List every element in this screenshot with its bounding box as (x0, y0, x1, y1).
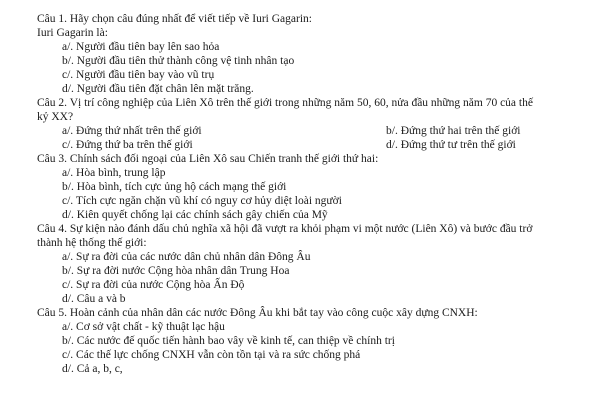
question-1-option-c: c/. Người đầu tiên bay vào vũ trụ (62, 69, 215, 81)
question-2-option-c: c/. Đứng thứ ba trên thế giới (62, 139, 193, 151)
question-5-option-b: b/. Các nước đế quốc tiến hành bao vây về kinh tế, can thiệp về chính trị (62, 335, 395, 347)
question-2-stem: Câu 2. Vị trí công nghiệp của Liên Xô trên thế giới trong những năm 50, 60, nửa đầu những năm 70 của thế (37, 97, 533, 109)
question-3-stem: Câu 3. Chính sách đối ngoại của Liên Xô sau Chiến tranh thế giới thứ hai: (37, 153, 379, 165)
question-2-option-b: b/. Đứng thứ hai trên thế giới (386, 125, 521, 137)
question-4-option-d: d/. Câu a và b (62, 293, 126, 305)
question-5-stem: Câu 5. Hoàn cảnh của nhân dân các nước Đông Âu khi bắt tay vào công cuộc xây dựng CNXH: (37, 307, 478, 319)
question-4-option-b: b/. Sự ra đời nước Cộng hòa nhân dân Trung Hoa (62, 265, 290, 277)
question-2-option-a: a/. Đứng thứ nhất trên thế giới (62, 125, 202, 137)
question-1-option-b: b/. Người đầu tiên thử thành công vệ tinh nhân tạo (62, 55, 295, 67)
question-4-stem: Câu 4. Sự kiện nào đánh dấu chủ nghĩa xã hội đã vượt ra khỏi phạm vi một nước (Liên Xô) và bước đầu trở (37, 223, 533, 235)
question-3-option-c: c/. Tích cực ngăn chặn vũ khí có nguy cơ hủy diệt loài người (62, 195, 342, 207)
question-5-option-c: c/. Các thế lực chống CNXH vẫn còn tồn tại và ra sức chống phá (62, 349, 361, 361)
question-3-option-a: a/. Hòa bình, trung lập (62, 167, 166, 179)
question-2-option-d: d/. Đứng thứ tư trên thế giới (386, 139, 516, 151)
question-1-stem-continuation: Iuri Gagarin là: (37, 27, 108, 39)
question-5-option-d: d/. Cả a, b, c, (62, 363, 123, 375)
question-5-option-a: a/. Cơ sở vật chất - kỹ thuật lạc hậu (62, 321, 225, 333)
question-3-option-b: b/. Hòa bình, tích cực ủng hộ cách mạng thế giới (62, 181, 287, 193)
question-4-option-c: c/. Sự ra đời của nước Cộng hòa Ấn Độ (62, 279, 245, 291)
question-1-stem: Câu 1. Hãy chọn câu đúng nhất để viết tiếp về Iuri Gagarin: (37, 13, 312, 25)
question-3-option-d: d/. Kiên quyết chống lại các chính sách gây chiến của Mỹ (62, 209, 328, 221)
question-1-option-d: d/. Người đầu tiên đặt chân lên mặt trăng. (62, 83, 254, 95)
question-2-stem-continuation: kỷ XX? (37, 111, 74, 123)
question-4-option-a: a/. Sự ra đời của các nước dân chủ nhân dân Đông Âu (62, 251, 311, 263)
question-1-option-a: a/. Người đầu tiên bay lên sao hỏa (62, 41, 220, 53)
question-4-stem-continuation: thành hệ thống thế giới: (37, 237, 147, 249)
